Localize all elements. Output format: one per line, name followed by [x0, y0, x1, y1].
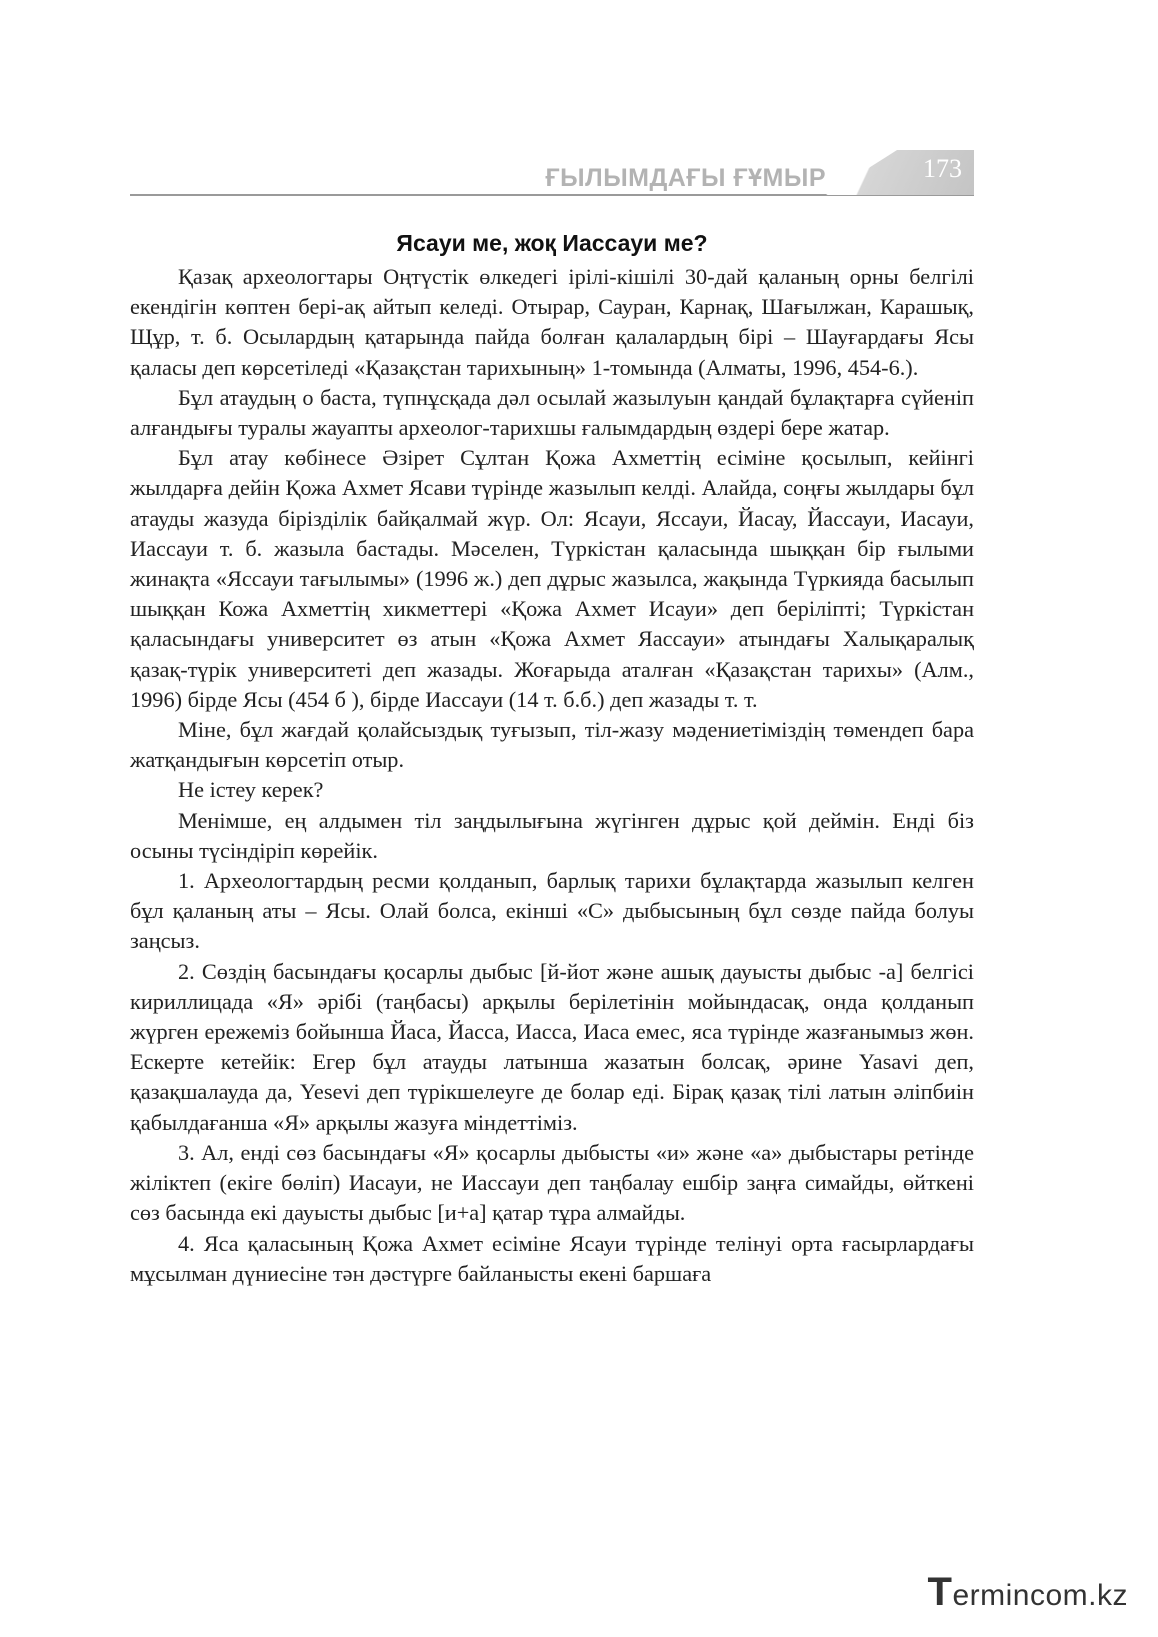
- paragraph-2: Бұл атаудың о баста, түпнұсқада дәл осылай жазылуын қандай бұлақтарға сүйеніп алғандығы туралы жауапты археолог-тарихшы ғалымдардың өздері бере жатар.: [130, 384, 974, 441]
- paragraph-7: 1. Археологтардың ресми қолданып, барлық тарихи бұлақтарда жазылып келген бұл қаланың аты – Ясы. Олай болса, екінші «С» дыбысының бұл сөзде пайда болуы заңсыз.: [130, 868, 974, 954]
- watermark-suffix: m.kz: [1062, 1579, 1128, 1612]
- paragraph-5: Не істеу керек?: [178, 777, 324, 803]
- paragraph-3: Бұл атау көбінесе Әзірет Сұлтан Қожа Ахметтің есіміне қосылып, кейінгі жылдарға дейін Қожа Ахмет Ясави түрінде жазылып келді. Алайда, соңғы жылдары бұл атауды жазуда бірізділік байқалмай жүр. Ол: Ясауи, Яссауи, Йасау, Йассауи, Иасауи, Иассауи т. б. жазыла бастады. Мәселен, Түркістан қаласында шыққан бір ғылыми жинақта «Яссауи тағылымы» (1996 ж.) деп дұрыс жазылса, жақында Түркияда басылып шыққан Кожа Ахметтің хикметтері «Қожа Ахмет Исауи» деп беріліпті; Түркістан қаласындағы университет өз атын «Қожа Ахмет Яассауи» атындағы Халықаралық қазақ-түрік университеті деп жазады. Жоғарыда аталған «Қазақстан тарихы» (Алм., 1996) бірде Ясы (454 б ), бірде Иассауи (14 т. б.б.) деп жазады т. т.: [130, 445, 974, 712]
- section-title: ҒЫЛЫМДАҒЫ ҒҰМЫР: [545, 164, 826, 192]
- running-header: [130, 150, 974, 198]
- paragraph-10: 4. Яса қаласының Қожа Ахмет есіміне Ясауи түрінде телінуі орта ғасырлардағы мұсылман дүниесіне тән дәстүрге байланысты екені баршаға: [130, 1230, 974, 1286]
- paragraph-9: 3. Ал, енді сөз басындағы «Я» қосарлы дыбысты «и» және «а» дыбыстары ретінде жіліктеп (екіге бөліп) Иасауи, не Иассауи деп таңбалау ешбір заңға симайды, өйткені сөз басында екі дауысты дыбыс [и+а] қатар тұра алмайды.: [130, 1139, 974, 1226]
- paragraph-6: Менімше, ең алдымен тіл заңдылығына жүгінген дұрыс қой деймін. Енді біз осыны түсіндіріп көрейік.: [130, 807, 974, 863]
- watermark-text: erminc: [952, 1579, 1046, 1612]
- article-title: Ясауи ме, жоқ Иассауи ме?: [396, 230, 708, 256]
- page-number: 173: [923, 154, 962, 183]
- paragraph-4: Міне, бұл жағдай қолайсыздық туғызып, тіл-жазу мәдениетіміздің төмендеп бара жатқандығын көрсетіп отыр.: [130, 717, 974, 773]
- paragraph-8: 2. Сөздің басындағы қосарлы дыбыс [й-йот және ашық дауысты дыбыс -а] белгісі кириллицада «Я» әрібі (таңбасы) арқылы берілетінін мойындасақ, онда қолданып жүрген ережеміз бойынша Йаса, Йасса, Иасса, Иаса емес, яса түрінде жазғанымыз жөн. Ескерте кетейік: Егер бұл атауды латынша жазатын болсақ, әрине Yasavi деп, қазақшалауда да, Yesevi деп түрікшелеуге де болар еді. Бірақ қазақ тілі латын әліпбиін қабылдағанша «Я» арқылы жазуға міндеттіміз.: [130, 958, 974, 1135]
- watermark-t: T: [927, 1570, 953, 1614]
- paragraph-1: Қазақ археологтары Оңтүстік өлкедегі ірілі-кішілі 30-дай қаланың орны белгілі екендігін көптен бері-ақ айтып келеді. Отырар, Сауран, Карнақ, Шағылжан, Карашық, Щұр, т. б. Осылардың қатарында пайда болған қалалардың бірі – Шауғардағы Ясы қаласы деп көрсетіледі «Қазақстан тарихының» 1-томында (Алматы, 1996, 454-6.).: [130, 264, 974, 380]
- termincom-watermark-logo: [928, 1570, 1128, 1615]
- magnifier-icon: o: [1045, 1579, 1063, 1612]
- article: [130, 228, 974, 1289]
